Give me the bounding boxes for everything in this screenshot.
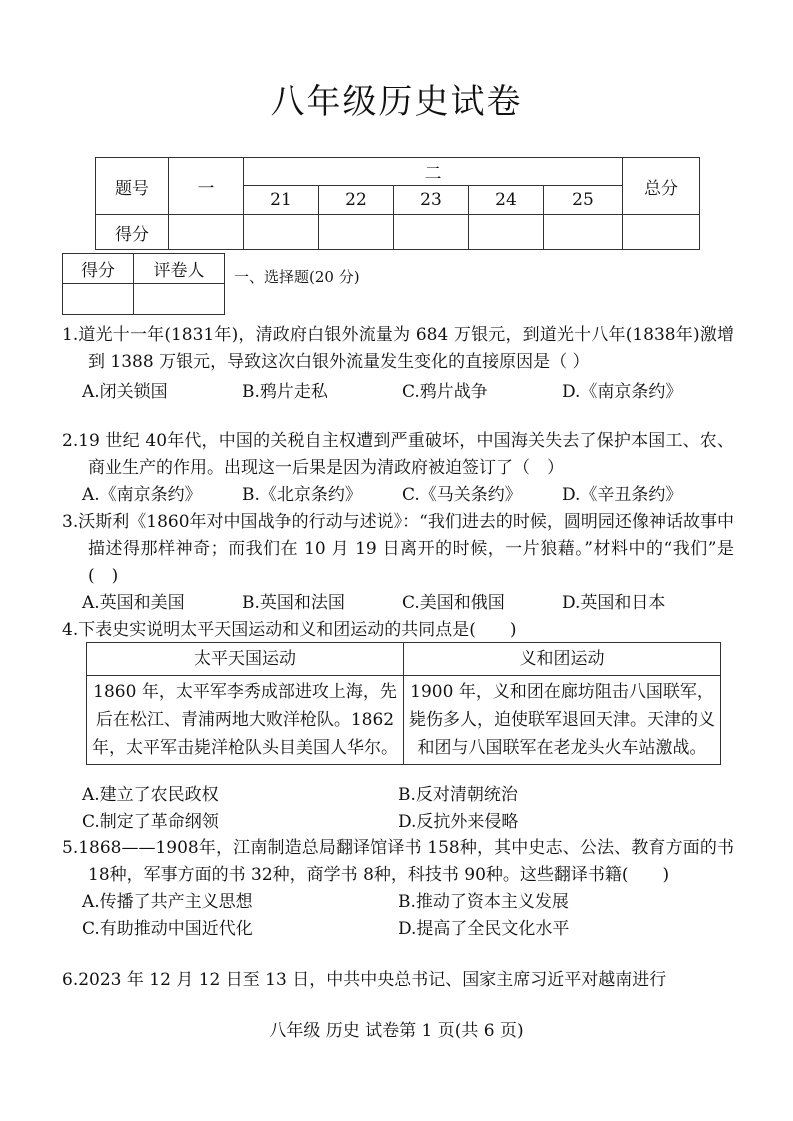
option-b[interactable]: B.推动了资本主义发展 (398, 892, 569, 912)
score-table-subcol: 24 (469, 186, 544, 215)
score-table-col-two: 二 (244, 158, 623, 186)
grader-name-label: 评卷人 (134, 254, 225, 284)
score-cell[interactable] (544, 215, 623, 250)
option-b[interactable]: B.反对清朝统治 (398, 785, 518, 805)
question-stem: 5.1868——1908年，江南制造总局翻译馆译书 158种，其中史志、公法、教育方面的书 18种，军事方面的书 32种，商学书 8种，科技书 90种。这些翻译书籍( ) (62, 838, 734, 885)
option-a[interactable]: A.《南京条约》 (82, 485, 202, 505)
question-4 (62, 617, 734, 644)
score-table-col-total: 总分 (623, 158, 700, 215)
question-stem: 4.下表史实说明太平天国运动和义和团运动的共同点是( ) (62, 620, 517, 640)
score-cell[interactable] (623, 215, 700, 250)
option-b[interactable]: B.《北京条约》 (242, 485, 362, 505)
option-d[interactable]: D.《南京条约》 (562, 382, 683, 402)
comparison-cell: 1900 年，义和团在廊坊阻击八国联军，毙伤多人，迫使联军退回天津。天津的义和团与八国联军在老龙头火车站激战。 (404, 676, 721, 765)
comparison-cell: 1860 年，太平军李秀成部进攻上海，先后在松江、青浦两地大败洋枪队。1862 年，太平军击毙洋枪队头目美国人华尔。 (87, 676, 404, 765)
question-stem: 3.沃斯利《1860年对中国战争的行动与述说》：“我们进去的时候，圆明园还像神话故事中描述得那样神奇；而我们在 10 月 19 日离开的时候，一片狼藉。”材料中的“我们”是( ) (62, 512, 734, 586)
question-stem: 2.19 世纪 40年代，中国的关税自主权遭到严重破坏，中国海关失去了保护本国工、农、商业生产的作用。出现这一后果是因为清政府被迫签订了（ ） (62, 431, 734, 478)
option-c[interactable]: C.鸦片战争 (402, 382, 488, 402)
question-4-options (62, 782, 734, 836)
option-c[interactable]: C.美国和俄国 (402, 593, 505, 613)
score-table-subcol: 21 (244, 186, 319, 215)
score-table-subcol: 23 (394, 186, 469, 215)
score-cell[interactable] (394, 215, 469, 250)
option-a[interactable]: A.传播了共产主义思想 (82, 892, 253, 912)
score-cell[interactable] (244, 215, 319, 250)
grader-table (62, 253, 225, 315)
option-c[interactable]: C.制定了革命纲领 (82, 812, 219, 832)
score-cell[interactable] (469, 215, 544, 250)
question-6 (62, 967, 734, 994)
grader-score-cell[interactable] (63, 284, 134, 315)
option-a[interactable]: A.英国和美国 (82, 593, 185, 613)
score-cell[interactable] (319, 215, 394, 250)
question-2 (62, 428, 734, 509)
score-table-subcol: 25 (544, 186, 623, 215)
question-1 (62, 322, 734, 406)
option-c[interactable]: C.《马关条约》 (402, 485, 522, 505)
question-stem: 1.道光十一年(1831年)，清政府白银外流量为 684 万银元，到道光十八年(1838年)激增到 1388 万银元，导致这次白银外流量发生变化的直接原因是（ ） (62, 325, 734, 372)
score-table-subcol: 22 (319, 186, 394, 215)
option-d[interactable]: D.英国和日本 (562, 593, 666, 613)
option-b[interactable]: B.鸦片走私 (242, 382, 328, 402)
score-table (95, 157, 700, 250)
page-footer: 八年级 历史 试卷第 1 页(共 6 页) (269, 1021, 524, 1041)
score-table-label-score: 得分 (96, 215, 169, 250)
score-table-col-one: 一 (169, 158, 244, 215)
comparison-table (86, 642, 721, 765)
option-a[interactable]: A.闭关锁国 (82, 382, 168, 402)
grader-score-label: 得分 (63, 254, 134, 284)
option-d[interactable]: D.反抗外来侵略 (398, 812, 519, 832)
option-d[interactable]: D.提高了全民文化水平 (398, 919, 570, 939)
option-c[interactable]: C.有助推动中国近代化 (82, 919, 253, 939)
comparison-header: 太平天国运动 (87, 643, 404, 676)
question-5 (62, 835, 734, 943)
question-3 (62, 509, 734, 617)
score-cell[interactable] (169, 215, 244, 250)
option-d[interactable]: D.《辛丑条约》 (562, 485, 683, 505)
section-one-heading: 一、选择题(20 分) (234, 268, 360, 286)
option-b[interactable]: B.英国和法国 (242, 593, 345, 613)
exam-title: 八年级历史试卷 (270, 82, 523, 122)
comparison-header: 义和团运动 (404, 643, 721, 676)
option-a[interactable]: A.建立了农民政权 (82, 785, 219, 805)
question-stem: 6.2023 年 12 月 12 日至 13 日，中共中央总书记、国家主席习近平对越南进行 (62, 970, 667, 990)
grader-name-cell[interactable] (134, 284, 225, 315)
score-table-label-no: 题号 (96, 158, 169, 215)
